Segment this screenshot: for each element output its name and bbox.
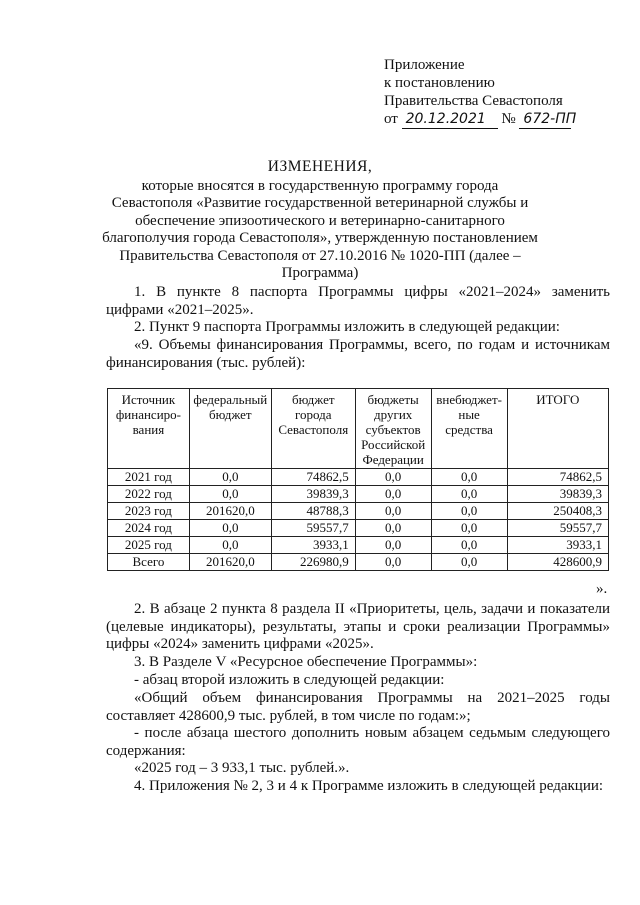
resolution-date: 20.12.2021 [402, 110, 498, 129]
col-total: ИТОГО [507, 389, 608, 469]
cell-federal: 0,0 [189, 520, 271, 537]
paragraph-6: - абзац второй изложить в следующей редакции: [134, 672, 445, 688]
cell-federal: 201620,0 [189, 554, 271, 571]
resolution-number: 672-ПП [519, 110, 571, 129]
cell-extra: 0,0 [431, 520, 507, 537]
cell-other: 0,0 [355, 537, 431, 554]
cell-federal: 0,0 [189, 486, 271, 503]
cell-city: 74862,5 [271, 469, 355, 486]
cell-federal: 0,0 [189, 537, 271, 554]
cell-year: 2024 год [108, 520, 190, 537]
cell-year: 2023 год [108, 503, 190, 520]
paragraph-8: - после абзаца шестого дополнить новым абзацем седьмым следующего содержания: [106, 725, 610, 759]
cell-other: 0,0 [355, 503, 431, 520]
cell-total: 3933,1 [507, 537, 608, 554]
table-row [108, 486, 609, 503]
cell-city: 226980,9 [271, 554, 355, 571]
title-heading: ИЗМЕНЕНИЯ, [267, 158, 373, 175]
table-total-row [108, 554, 609, 571]
cell-total: 39839,3 [507, 486, 608, 503]
cell-city: 39839,3 [271, 486, 355, 503]
col-other: бюджеты других субъектов Российской Федерации [355, 389, 431, 469]
resolution-ref: к постановлению [384, 75, 495, 91]
cell-city: 59557,7 [271, 520, 355, 537]
cell-total: 428600,9 [507, 554, 608, 571]
paragraph-2: 2. Пункт 9 паспорта Программы изложить в следующей редакции: [134, 319, 560, 335]
table-row [108, 503, 609, 520]
cell-year: 2022 год [108, 486, 190, 503]
cell-extra: 0,0 [431, 537, 507, 554]
paragraph-1: 1. В пункте 8 паспорта Программы цифры «2021–2024» заменить цифрами «2021–2025». [106, 284, 610, 318]
number-label: № [501, 111, 516, 127]
appendix-label: Приложение [384, 57, 465, 73]
table-row [108, 469, 609, 486]
paragraph-5: 3. В Разделе V «Ресурсное обеспечение Программы»: [134, 654, 478, 670]
cell-year: Всего [108, 554, 190, 571]
cell-total: 250408,3 [507, 503, 608, 520]
paragraph-7: «Общий объем финансирования Программы на 2021–2025 годы составляет 428600,9 тыс. рублей, в том числе по годам:»; [106, 690, 610, 724]
title-subtitle: которые вносятся в государственную программу города Севастополя «Развитие государственной ветеринарной службы и обеспечение эпизоотического и ветеринарно-санитарного благополучия города Севастополя», утвержденную постановлением Правительства Севастополя от 27.10.2016 № 1020-ПП (далее – Программа) [102, 177, 538, 281]
cell-extra: 0,0 [431, 469, 507, 486]
cell-other: 0,0 [355, 554, 431, 571]
paragraph-4: 2. В абзаце 2 пункта 8 раздела II «Приоритеты, цель, задачи и показатели (целевые индикаторы), результаты, этапы и сроки реализации Программы» цифры «2024» заменить цифрами «2025». [106, 601, 610, 652]
document-title [100, 158, 540, 283]
paragraph-9: «2025 год – 3 933,1 тыс. рублей.». [134, 760, 350, 776]
col-city: бюджет города Севастополя [271, 389, 355, 469]
cell-other: 0,0 [355, 469, 431, 486]
table-header-row [108, 389, 609, 469]
cell-city: 48788,3 [271, 503, 355, 520]
cell-total: 74862,5 [507, 469, 608, 486]
cell-year: 2025 год [108, 537, 190, 554]
appendix-header [384, 56, 577, 129]
col-extra: внебюджет-ные средства [431, 389, 507, 469]
date-number-line [384, 110, 577, 129]
paragraph-3: «9. Объемы финансирования Программы, всего, по годам и источникам финансирования (тыс. рублей): [106, 337, 610, 371]
col-federal: федеральный бюджет [189, 389, 271, 469]
table-row [108, 520, 609, 537]
closing-quote: ». [596, 581, 608, 597]
paragraph-10: 4. Приложения № 2, 3 и 4 к Программе изложить в следующей редакции: [134, 778, 604, 794]
financing-table [107, 388, 609, 571]
table-row [108, 537, 609, 554]
cell-other: 0,0 [355, 486, 431, 503]
cell-federal: 0,0 [189, 469, 271, 486]
cell-extra: 0,0 [431, 554, 507, 571]
from-label: от [384, 111, 398, 127]
cell-year: 2021 год [108, 469, 190, 486]
cell-other: 0,0 [355, 520, 431, 537]
cell-total: 59557,7 [507, 520, 608, 537]
cell-extra: 0,0 [431, 503, 507, 520]
cell-federal: 201620,0 [189, 503, 271, 520]
col-source: Источник финансиро-вания [108, 389, 190, 469]
government-ref: Правительства Севастополя [384, 93, 563, 109]
cell-extra: 0,0 [431, 486, 507, 503]
cell-city: 3933,1 [271, 537, 355, 554]
